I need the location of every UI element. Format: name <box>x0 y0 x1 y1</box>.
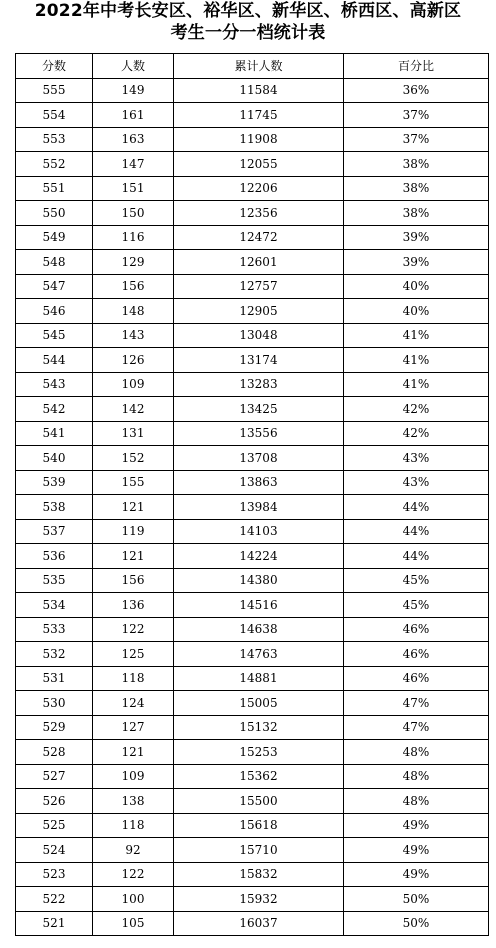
cell-count: 127 <box>93 715 174 740</box>
cell-count: 143 <box>93 323 174 348</box>
table-row <box>16 593 489 618</box>
cell-score: 546 <box>16 299 93 324</box>
table-row <box>16 617 489 642</box>
table-row <box>16 446 489 471</box>
table-row <box>16 666 489 691</box>
cell-cumulative: 15710 <box>174 838 344 863</box>
cell-cumulative: 13283 <box>174 372 344 397</box>
cell-count: 105 <box>93 911 174 936</box>
cell-cumulative: 15132 <box>174 715 344 740</box>
cell-score: 550 <box>16 201 93 226</box>
cell-score: 522 <box>16 887 93 912</box>
cell-cumulative: 14224 <box>174 544 344 569</box>
cell-percentage: 49% <box>344 862 489 887</box>
cell-cumulative: 14103 <box>174 519 344 544</box>
table-row <box>16 544 489 569</box>
cell-cumulative: 12757 <box>174 274 344 299</box>
cell-count: 121 <box>93 740 174 765</box>
cell-count: 147 <box>93 152 174 177</box>
table-row <box>16 299 489 324</box>
cell-count: 121 <box>93 544 174 569</box>
cell-percentage: 41% <box>344 323 489 348</box>
cell-count: 109 <box>93 372 174 397</box>
table-row <box>16 323 489 348</box>
table-row <box>16 887 489 912</box>
cell-score: 543 <box>16 372 93 397</box>
cell-count: 119 <box>93 519 174 544</box>
cell-cumulative: 16037 <box>174 911 344 936</box>
table-row <box>16 691 489 716</box>
cell-count: 109 <box>93 764 174 789</box>
cell-score: 545 <box>16 323 93 348</box>
cell-count: 156 <box>93 568 174 593</box>
cell-score: 554 <box>16 103 93 128</box>
table-row <box>16 862 489 887</box>
table-row <box>16 397 489 422</box>
cell-cumulative: 14763 <box>174 642 344 667</box>
cell-count: 156 <box>93 274 174 299</box>
cell-cumulative: 15253 <box>174 740 344 765</box>
cell-percentage: 48% <box>344 789 489 814</box>
table-row <box>16 421 489 446</box>
cell-count: 100 <box>93 887 174 912</box>
cell-score: 542 <box>16 397 93 422</box>
document-title <box>0 0 496 44</box>
cell-count: 121 <box>93 495 174 520</box>
cell-cumulative: 15005 <box>174 691 344 716</box>
cell-score: 555 <box>16 78 93 103</box>
cell-percentage: 48% <box>344 740 489 765</box>
cell-cumulative: 13708 <box>174 446 344 471</box>
cell-percentage: 44% <box>344 519 489 544</box>
cell-cumulative: 13174 <box>174 348 344 373</box>
table-row <box>16 495 489 520</box>
cell-percentage: 50% <box>344 887 489 912</box>
cell-percentage: 46% <box>344 642 489 667</box>
cell-count: 138 <box>93 789 174 814</box>
cell-percentage: 41% <box>344 348 489 373</box>
table-row <box>16 274 489 299</box>
cell-cumulative: 14881 <box>174 666 344 691</box>
table-row <box>16 250 489 275</box>
cell-cumulative: 12055 <box>174 152 344 177</box>
cell-cumulative: 12356 <box>174 201 344 226</box>
table-row <box>16 348 489 373</box>
table-row <box>16 176 489 201</box>
cell-cumulative: 13984 <box>174 495 344 520</box>
cell-count: 126 <box>93 348 174 373</box>
cell-count: 118 <box>93 813 174 838</box>
cell-cumulative: 14380 <box>174 568 344 593</box>
cell-percentage: 40% <box>344 299 489 324</box>
cell-count: 131 <box>93 421 174 446</box>
cell-percentage: 45% <box>344 593 489 618</box>
cell-percentage: 37% <box>344 103 489 128</box>
cell-cumulative: 12472 <box>174 225 344 250</box>
cell-score: 534 <box>16 593 93 618</box>
score-distribution-table <box>15 53 489 936</box>
table-row <box>16 642 489 667</box>
cell-score: 533 <box>16 617 93 642</box>
cell-percentage: 50% <box>344 911 489 936</box>
cell-percentage: 45% <box>344 568 489 593</box>
table-row <box>16 127 489 152</box>
cell-count: 142 <box>93 397 174 422</box>
table-row <box>16 78 489 103</box>
cell-score: 529 <box>16 715 93 740</box>
cell-percentage: 46% <box>344 617 489 642</box>
header-count: 人数 <box>93 54 174 79</box>
cell-count: 124 <box>93 691 174 716</box>
cell-percentage: 49% <box>344 838 489 863</box>
cell-cumulative: 11908 <box>174 127 344 152</box>
cell-count: 92 <box>93 838 174 863</box>
header-score: 分数 <box>16 54 93 79</box>
cell-percentage: 48% <box>344 764 489 789</box>
table-row <box>16 152 489 177</box>
cell-cumulative: 14638 <box>174 617 344 642</box>
table-row <box>16 225 489 250</box>
cell-count: 116 <box>93 225 174 250</box>
cell-score: 528 <box>16 740 93 765</box>
cell-score: 549 <box>16 225 93 250</box>
cell-cumulative: 15500 <box>174 789 344 814</box>
cell-score: 541 <box>16 421 93 446</box>
cell-count: 152 <box>93 446 174 471</box>
cell-percentage: 38% <box>344 201 489 226</box>
cell-score: 525 <box>16 813 93 838</box>
cell-cumulative: 13048 <box>174 323 344 348</box>
cell-count: 122 <box>93 862 174 887</box>
table-row <box>16 372 489 397</box>
header-cumulative: 累计人数 <box>174 54 344 79</box>
cell-score: 536 <box>16 544 93 569</box>
cell-cumulative: 13863 <box>174 470 344 495</box>
cell-count: 122 <box>93 617 174 642</box>
cell-cumulative: 15362 <box>174 764 344 789</box>
table-row <box>16 715 489 740</box>
cell-percentage: 44% <box>344 495 489 520</box>
table-row <box>16 519 489 544</box>
cell-score: 524 <box>16 838 93 863</box>
cell-cumulative: 11584 <box>174 78 344 103</box>
title-line-1: 2022年中考长安区、裕华区、新华区、桥西区、高新区 <box>34 1 462 21</box>
cell-score: 527 <box>16 764 93 789</box>
cell-percentage: 39% <box>344 250 489 275</box>
cell-count: 163 <box>93 127 174 152</box>
cell-score: 535 <box>16 568 93 593</box>
cell-percentage: 42% <box>344 397 489 422</box>
title-line-2: 考生一分一档统计表 <box>170 23 326 43</box>
cell-percentage: 43% <box>344 446 489 471</box>
header-percentage: 百分比 <box>344 54 489 79</box>
cell-percentage: 37% <box>344 127 489 152</box>
cell-percentage: 47% <box>344 691 489 716</box>
table-row <box>16 764 489 789</box>
cell-percentage: 41% <box>344 372 489 397</box>
cell-percentage: 47% <box>344 715 489 740</box>
cell-cumulative: 13556 <box>174 421 344 446</box>
table-row <box>16 470 489 495</box>
cell-count: 148 <box>93 299 174 324</box>
cell-score: 537 <box>16 519 93 544</box>
cell-score: 547 <box>16 274 93 299</box>
cell-count: 129 <box>93 250 174 275</box>
cell-count: 150 <box>93 201 174 226</box>
cell-cumulative: 13425 <box>174 397 344 422</box>
cell-score: 531 <box>16 666 93 691</box>
table-row <box>16 568 489 593</box>
cell-cumulative: 12601 <box>174 250 344 275</box>
cell-count: 136 <box>93 593 174 618</box>
cell-cumulative: 15932 <box>174 887 344 912</box>
table-row <box>16 838 489 863</box>
cell-percentage: 49% <box>344 813 489 838</box>
cell-percentage: 38% <box>344 152 489 177</box>
cell-count: 149 <box>93 78 174 103</box>
cell-score: 551 <box>16 176 93 201</box>
cell-score: 530 <box>16 691 93 716</box>
table-row <box>16 911 489 936</box>
table-row <box>16 201 489 226</box>
table-row <box>16 789 489 814</box>
table-body <box>16 78 489 936</box>
cell-cumulative: 15618 <box>174 813 344 838</box>
cell-count: 151 <box>93 176 174 201</box>
cell-percentage: 36% <box>344 78 489 103</box>
cell-score: 544 <box>16 348 93 373</box>
table-row <box>16 813 489 838</box>
cell-score: 540 <box>16 446 93 471</box>
cell-percentage: 43% <box>344 470 489 495</box>
cell-cumulative: 15832 <box>174 862 344 887</box>
cell-count: 161 <box>93 103 174 128</box>
cell-cumulative: 12905 <box>174 299 344 324</box>
cell-percentage: 44% <box>344 544 489 569</box>
cell-score: 523 <box>16 862 93 887</box>
cell-count: 155 <box>93 470 174 495</box>
cell-score: 526 <box>16 789 93 814</box>
cell-cumulative: 14516 <box>174 593 344 618</box>
table-row <box>16 103 489 128</box>
cell-score: 532 <box>16 642 93 667</box>
table-row <box>16 740 489 765</box>
cell-cumulative: 12206 <box>174 176 344 201</box>
cell-score: 539 <box>16 470 93 495</box>
cell-percentage: 39% <box>344 225 489 250</box>
cell-count: 118 <box>93 666 174 691</box>
cell-score: 548 <box>16 250 93 275</box>
cell-cumulative: 11745 <box>174 103 344 128</box>
cell-percentage: 38% <box>344 176 489 201</box>
cell-percentage: 40% <box>344 274 489 299</box>
cell-count: 125 <box>93 642 174 667</box>
cell-score: 521 <box>16 911 93 936</box>
cell-percentage: 42% <box>344 421 489 446</box>
table-header-row <box>16 54 489 79</box>
cell-percentage: 46% <box>344 666 489 691</box>
cell-score: 538 <box>16 495 93 520</box>
cell-score: 552 <box>16 152 93 177</box>
cell-score: 553 <box>16 127 93 152</box>
